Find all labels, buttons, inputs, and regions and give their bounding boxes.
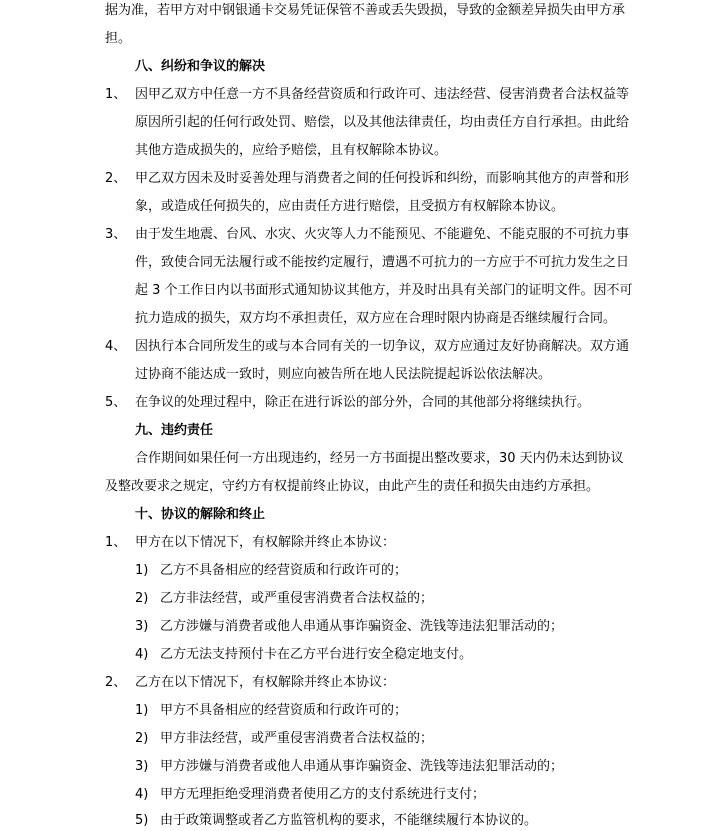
subitem-number: 4) <box>135 787 149 802</box>
section-heading: 十、协议的解除和终止 <box>135 507 266 522</box>
subitem-text: 乙方涉嫌与消费者或他人串通从事诈骗资金、洗钱等违法犯罪活动的； <box>160 619 564 634</box>
paragraph-line: 抗力造成的损失，双方均不承担责任，双方应在合理时限内协商是否继续履行合同。 <box>135 311 617 326</box>
subitem-text: 甲方涉嫌与消费者或他人串通从事诈骗资金、洗钱等违法犯罪活动的； <box>160 759 564 774</box>
subitem-text: 甲方无理拒绝受理消费者使用乙方的支付系统进行支付； <box>160 787 486 802</box>
subitem-number: 1) <box>135 703 149 718</box>
paragraph-line: 乙方在以下情况下，有权解除并终止本协议： <box>135 675 396 690</box>
paragraph-line: 过协商不能达成一致时，则应向被告所在地人民法院提起诉讼依法解决。 <box>135 367 552 382</box>
subitem-text: 甲方不具备相应的经营资质和行政许可的； <box>160 703 408 718</box>
subitem-number: 2) <box>135 731 149 746</box>
paragraph-line: 及整改要求之规定，守约方有权提前终止协议，由此产生的责任和损失由违约方承担。 <box>105 479 600 494</box>
intro-line: 据为准，若甲方对中钢银通卡交易凭证保管不善或丢失毁损，导致的金额差异损失由甲方承 <box>105 3 626 18</box>
item-number: 4、 <box>105 339 127 354</box>
paragraph-line: 合作期间如果任何一方出现违约，经另一方书面提出整改要求，30 天内仍未达到协议 <box>135 451 624 466</box>
subitem-number: 2) <box>135 591 149 606</box>
intro-line: 担。 <box>105 31 132 46</box>
paragraph-line: 因执行本合同所发生的或与本合同有关的一切争议，双方应通过友好协商解决。双方通 <box>135 339 630 354</box>
item-number: 2、 <box>105 171 127 186</box>
subitem-number: 3) <box>135 619 149 634</box>
subitem-text: 乙方不具备相应的经营资质和行政许可的； <box>160 563 408 578</box>
paragraph-line: 甲方在以下情况下，有权解除并终止本协议： <box>135 535 396 550</box>
subitem-text: 乙方非法经营，或严重侵害消费者合法权益的； <box>160 591 434 606</box>
item-number: 5、 <box>105 395 127 410</box>
paragraph-line: 因甲乙双方中任意一方不具备经营资质和行政许可、违法经营、侵害消费者合法权益等 <box>135 87 630 102</box>
item-number: 1、 <box>105 87 127 102</box>
section-heading: 八、纠纷和争议的解决 <box>135 59 266 74</box>
paragraph-line: 原因所引起的任何行政处罚、赔偿，以及其他法律责任，均由责任方自行承担。由此给 <box>135 115 630 130</box>
subitem-text: 乙方无法支持预付卡在乙方平台进行安全稳定地支付。 <box>160 647 473 662</box>
paragraph-line: 件，致使合同无法履行或不能按约定履行，遭遇不可抗力的一方应于不可抗力发生之日 <box>135 255 630 270</box>
paragraph-line: 象，或造成任何损失的，应由责任方进行赔偿，且受损方有权解除本协议。 <box>135 199 565 214</box>
subitem-number: 1) <box>135 563 149 578</box>
paragraph-line: 甲乙双方因未及时妥善处理与消费者之间的任何投诉和纠纷，而影响其他方的声誉和形 <box>135 171 630 186</box>
subitem-text: 甲方非法经营，或严重侵害消费者合法权益的； <box>160 731 434 746</box>
subitem-number: 4) <box>135 647 149 662</box>
paragraph-line: 起 3 个工作日内以书面形式通知协议其他方，并及时出具有关部门的证明文件。因不可 <box>135 283 633 298</box>
item-number: 3、 <box>105 227 127 242</box>
subitem-number: 5) <box>135 813 149 828</box>
subitem-text: 由于政策调整或者乙方监管机构的要求，不能继续履行本协议的。 <box>160 813 538 828</box>
item-number: 2、 <box>105 675 127 690</box>
subitem-number: 3) <box>135 759 149 774</box>
paragraph-line: 由于发生地震、台风、水灾、火灾等人力不能预见、不能避免、不能克服的不可抗力事 <box>135 227 630 242</box>
paragraph-line: 在争议的处理过程中，除正在进行诉讼的部分外，合同的其他部分将继续执行。 <box>135 395 591 410</box>
item-number: 1、 <box>105 535 127 550</box>
section-heading: 九、违约责任 <box>135 423 214 438</box>
paragraph-line: 其他方造成损失的，应给予赔偿，且有权解除本协议。 <box>135 143 448 158</box>
